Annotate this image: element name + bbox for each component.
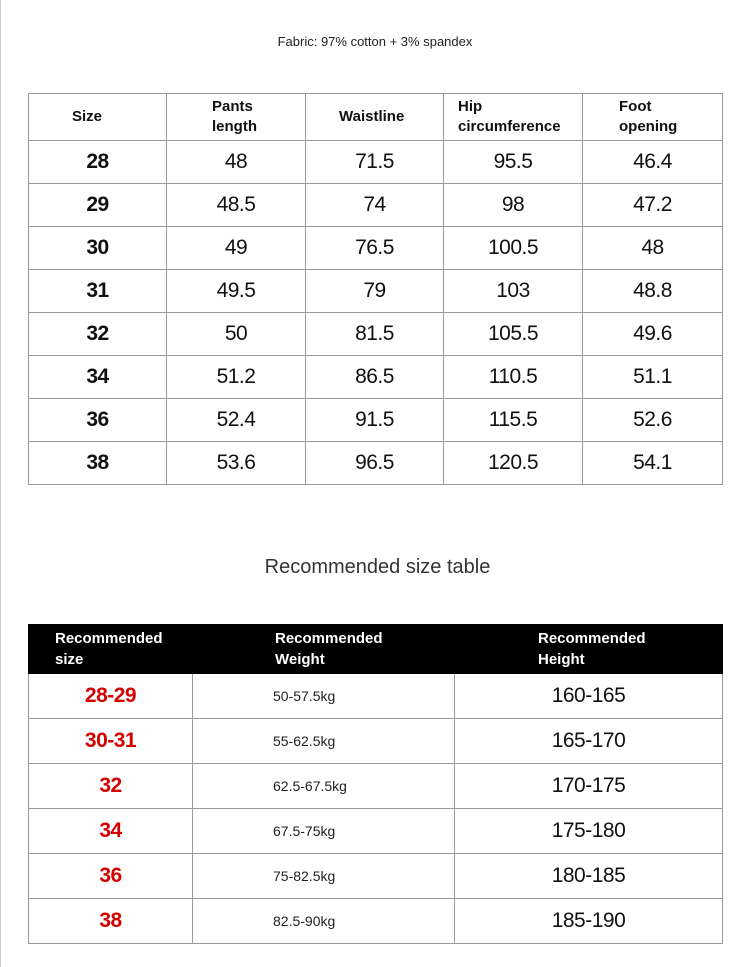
recommended-weight-cell: 67.5-75kg bbox=[193, 809, 455, 854]
pants-length-cell: 48.5 bbox=[167, 184, 306, 227]
pants-length-cell: 50 bbox=[167, 313, 306, 356]
size-cell: 30 bbox=[29, 227, 167, 270]
size-cell: 32 bbox=[29, 313, 167, 356]
table-row bbox=[29, 809, 723, 854]
table-row bbox=[29, 313, 723, 356]
table-row bbox=[29, 899, 723, 944]
table-row bbox=[29, 227, 723, 270]
table-row bbox=[29, 719, 723, 764]
page-left-border bbox=[0, 0, 1, 967]
recommended-weight-cell: 62.5-67.5kg bbox=[193, 764, 455, 809]
pants-length-cell: 52.4 bbox=[167, 399, 306, 442]
header-pants-length: Pants length bbox=[167, 94, 306, 141]
size-cell: 28 bbox=[29, 141, 167, 184]
hip-cell: 95.5 bbox=[444, 141, 583, 184]
header-foot-opening: Foot opening bbox=[583, 94, 723, 141]
foot-opening-cell: 52.6 bbox=[583, 399, 723, 442]
foot-opening-cell: 54.1 bbox=[583, 442, 723, 485]
waistline-cell: 91.5 bbox=[306, 399, 444, 442]
foot-opening-cell: 48 bbox=[583, 227, 723, 270]
waistline-cell: 74 bbox=[306, 184, 444, 227]
table-row bbox=[29, 141, 723, 184]
size-cell: 36 bbox=[29, 399, 167, 442]
recommended-size-cell: 36 bbox=[29, 854, 193, 899]
header-size: Size bbox=[29, 94, 167, 141]
recommended-size-table bbox=[28, 624, 723, 944]
recommended-height-cell: 170-175 bbox=[455, 764, 723, 809]
table-row bbox=[29, 764, 723, 809]
recommended-weight-cell: 55-62.5kg bbox=[193, 719, 455, 764]
size-cell: 34 bbox=[29, 356, 167, 399]
waistline-cell: 96.5 bbox=[306, 442, 444, 485]
table-row bbox=[29, 184, 723, 227]
header-recommended-weight: Recommended Weight bbox=[193, 625, 455, 674]
table-row bbox=[29, 399, 723, 442]
foot-opening-cell: 49.6 bbox=[583, 313, 723, 356]
table-row bbox=[29, 674, 723, 719]
recommended-weight-cell: 82.5-90kg bbox=[193, 899, 455, 944]
pants-length-cell: 51.2 bbox=[167, 356, 306, 399]
hip-cell: 105.5 bbox=[444, 313, 583, 356]
hip-cell: 110.5 bbox=[444, 356, 583, 399]
hip-cell: 100.5 bbox=[444, 227, 583, 270]
table-row bbox=[29, 442, 723, 485]
size-chart-table bbox=[28, 93, 723, 485]
size-cell: 29 bbox=[29, 184, 167, 227]
foot-opening-cell: 46.4 bbox=[583, 141, 723, 184]
recommended-height-cell: 180-185 bbox=[455, 854, 723, 899]
pants-length-cell: 53.6 bbox=[167, 442, 306, 485]
header-waistline: Waistline bbox=[306, 94, 444, 141]
size-chart-header-row bbox=[29, 94, 723, 141]
recommended-size-cell: 28-29 bbox=[29, 674, 193, 719]
header-recommended-size: Recommended size bbox=[29, 625, 193, 674]
recommended-size-cell: 38 bbox=[29, 899, 193, 944]
waistline-cell: 79 bbox=[306, 270, 444, 313]
recommended-title: Recommended size table bbox=[264, 556, 491, 578]
foot-opening-cell: 48.8 bbox=[583, 270, 723, 313]
pants-length-cell: 49 bbox=[167, 227, 306, 270]
foot-opening-cell: 51.1 bbox=[583, 356, 723, 399]
recommended-size-cell: 30-31 bbox=[29, 719, 193, 764]
recommended-header-row bbox=[29, 625, 723, 674]
header-recommended-height: Recommended Height bbox=[455, 625, 723, 674]
waistline-cell: 71.5 bbox=[306, 141, 444, 184]
hip-cell: 98 bbox=[444, 184, 583, 227]
table-row bbox=[29, 356, 723, 399]
hip-cell: 103 bbox=[444, 270, 583, 313]
fabric-note: Fabric: 97% cotton + 3% spandex bbox=[277, 34, 473, 49]
recommended-weight-cell: 75-82.5kg bbox=[193, 854, 455, 899]
recommended-height-cell: 160-165 bbox=[455, 674, 723, 719]
recommended-height-cell: 185-190 bbox=[455, 899, 723, 944]
hip-cell: 115.5 bbox=[444, 399, 583, 442]
waistline-cell: 86.5 bbox=[306, 356, 444, 399]
waistline-cell: 76.5 bbox=[306, 227, 444, 270]
size-cell: 38 bbox=[29, 442, 167, 485]
recommended-size-cell: 32 bbox=[29, 764, 193, 809]
recommended-height-cell: 165-170 bbox=[455, 719, 723, 764]
hip-cell: 120.5 bbox=[444, 442, 583, 485]
foot-opening-cell: 47.2 bbox=[583, 184, 723, 227]
recommended-height-cell: 175-180 bbox=[455, 809, 723, 854]
table-row bbox=[29, 854, 723, 899]
header-hip-circumference: Hip circumference bbox=[444, 94, 583, 141]
pants-length-cell: 49.5 bbox=[167, 270, 306, 313]
recommended-weight-cell: 50-57.5kg bbox=[193, 674, 455, 719]
size-cell: 31 bbox=[29, 270, 167, 313]
recommended-size-cell: 34 bbox=[29, 809, 193, 854]
waistline-cell: 81.5 bbox=[306, 313, 444, 356]
pants-length-cell: 48 bbox=[167, 141, 306, 184]
table-row bbox=[29, 270, 723, 313]
